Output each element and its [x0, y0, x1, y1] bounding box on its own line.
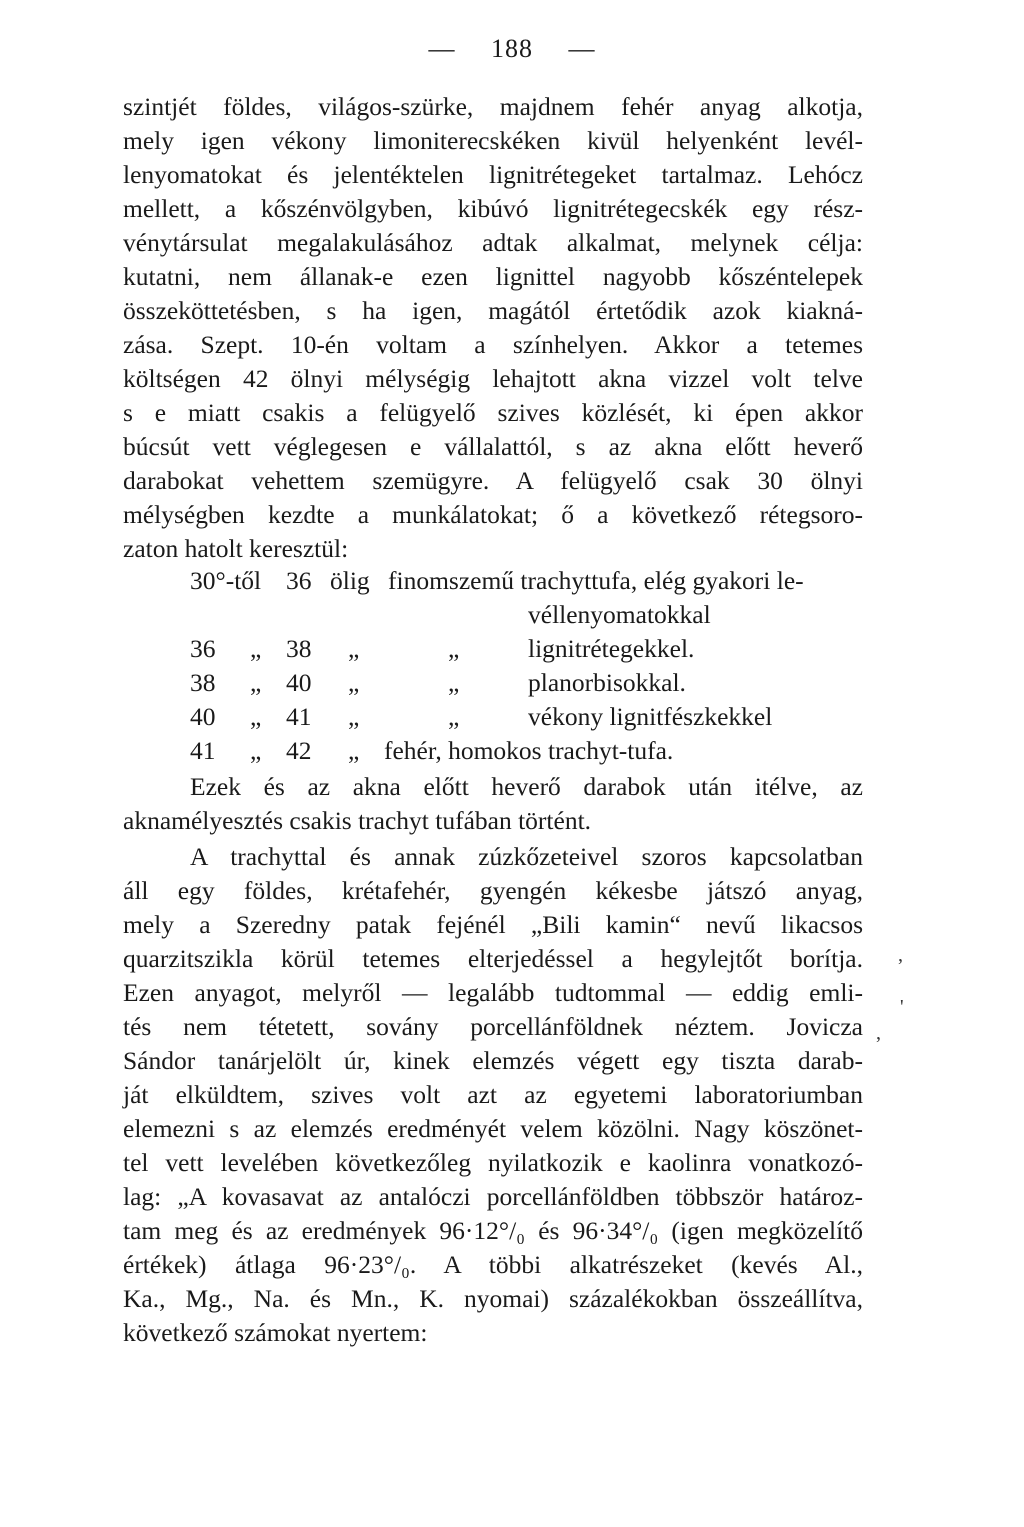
text-line: búcsút vett véglegesen e vállalattól, s az akna előtt heverő: [123, 432, 863, 461]
text-line: összeköttetésben, s ha igen, magától értetődik azok kiakná-: [123, 296, 863, 325]
layer-description: fehér, homokos trachyt-tufa.: [384, 736, 674, 765]
text-line: mellett, a kőszénvölgyben, kibúvó lignitrétegecskék egy rész-: [123, 194, 863, 223]
margin-speck: ,: [876, 1022, 881, 1044]
text-line: értékek) átlaga 96·23°/₀. A többi alkatrészeket (kevés Al.,: [123, 1250, 863, 1279]
header-dash-right: —: [568, 34, 596, 63]
text-line: kutatni, nem állanak-e ezen lignittel nagyobb kőszéntelepek: [123, 262, 863, 291]
text-line: szintjét földes, világos-szürke, majdnem fehér anyag alkotja,: [123, 92, 863, 121]
text-line: A trachyttal és annak zúzkőzeteivel szoros kapcsolatban: [190, 842, 863, 871]
ditto-mark: „: [250, 736, 262, 765]
layer-description: véllenyomatokkal: [528, 600, 711, 629]
text-line: mélységben kezdte a munkálatokat; ő a következő rétegsoro-: [123, 500, 863, 529]
ditto-mark: „: [250, 702, 262, 731]
text-line: tés nem tétetett, sovány porcellánföldnek néztem. Jovicza: [123, 1012, 863, 1041]
text-line: Sándor tanárjelölt úr, kinek elemzés végett egy tiszta darab-: [123, 1046, 863, 1075]
text-line: quarzitszikla körül tetemes elterjedéssel a hegylejtőt borítja.: [123, 944, 863, 973]
text-line: darabokat vehettem szemügyre. A felügyelő csak 30 ölnyi: [123, 466, 863, 495]
layer-description: lignitrétegekkel.: [528, 634, 695, 663]
layer-to: 41: [286, 702, 312, 731]
layer-to: 40: [286, 668, 312, 697]
text-line: Ezen anyagot, melyről — legalább tudtommal — eddig emli-: [123, 978, 863, 1007]
text-line: lag: „A kovasavat az antalóczi porcellánföldben többször határoz-: [123, 1182, 863, 1211]
ditto-mark: „: [448, 634, 460, 663]
layer-to: 38: [286, 634, 312, 663]
text-line: tel vett levelében következőleg nyilatkozik e kaolinra vonatkozó-: [123, 1148, 863, 1177]
text-line: ját elküldtem, szives volt azt az egyetemi laboratoriumban: [123, 1080, 863, 1109]
margin-speck: ,: [898, 944, 903, 966]
text-line: mely igen vékony limoniterecskéken kivül helyenként levél-: [123, 126, 863, 155]
layer-to: 42: [286, 736, 312, 765]
layer-from: 36: [190, 634, 216, 663]
layer-from: 41: [190, 736, 216, 765]
layer-unit: ölig: [330, 566, 370, 595]
text-line: zása. Szept. 10-én voltam a színhelyen. Akkor a tetemes: [123, 330, 863, 359]
text-line: s e miatt csakis a felügyelő szives közlését, ki épen akkor: [123, 398, 863, 427]
ditto-mark: „: [250, 634, 262, 663]
layer-description: planorbisokkal.: [528, 668, 686, 697]
ditto-mark: „: [348, 668, 360, 697]
ditto-mark: „: [448, 702, 460, 731]
ditto-mark: „: [448, 668, 460, 697]
text-line: lenyomatokat és jelentéktelen lignitrétegeket tartalmaz. Lehócz: [123, 160, 863, 189]
layer-from: 38: [190, 668, 216, 697]
layer-to: 36: [286, 566, 312, 595]
ditto-mark: „: [348, 702, 360, 731]
text-line: elemezni s az elemzés eredményét velem közölni. Nagy köszönet-: [123, 1114, 863, 1143]
text-line: Ezek és az akna előtt heverő darabok után itélve, az: [190, 772, 863, 801]
text-line: Ka., Mg., Na. és Mn., K. nyomai) százalékokban összeállítva,: [123, 1284, 863, 1313]
text-line: tam meg és az eredmények 96·12°/₀ és 96·34°/₀ (igen megközelítő: [123, 1216, 863, 1245]
page-number: 188: [491, 34, 533, 63]
text-line: mely a Szeredny patak fejénél „Bili kamin“ nevű likacsos: [123, 910, 863, 939]
ditto-mark: „: [250, 668, 262, 697]
ditto-mark: „: [348, 634, 360, 663]
margin-speck: ': [900, 996, 904, 1018]
text-line: következő számokat nyertem:: [123, 1318, 428, 1347]
layer-from: 40: [190, 702, 216, 731]
page-header: [0, 34, 1024, 64]
header-dash-left: —: [428, 34, 456, 63]
layer-from: 30°-től: [190, 566, 262, 595]
layer-description: vékony lignitfészkekkel: [528, 702, 773, 731]
text-line: vénytársulat megalakulásához adtak alkalmat, melynek célja:: [123, 228, 863, 257]
ditto-mark: „: [348, 736, 360, 765]
text-line: zaton hatolt keresztül:: [123, 534, 349, 563]
text-line: költségen 42 ölnyi mélységig lehajtott akna vizzel volt telve: [123, 364, 863, 393]
text-line: aknamélyesztés csakis trachyt tufában történt.: [123, 806, 592, 835]
text-line: áll egy földes, krétafehér, gyengén kékesbe játszó anyag,: [123, 876, 863, 905]
layer-description: finomszemű trachyttufa, elég gyakori le-: [388, 566, 804, 595]
